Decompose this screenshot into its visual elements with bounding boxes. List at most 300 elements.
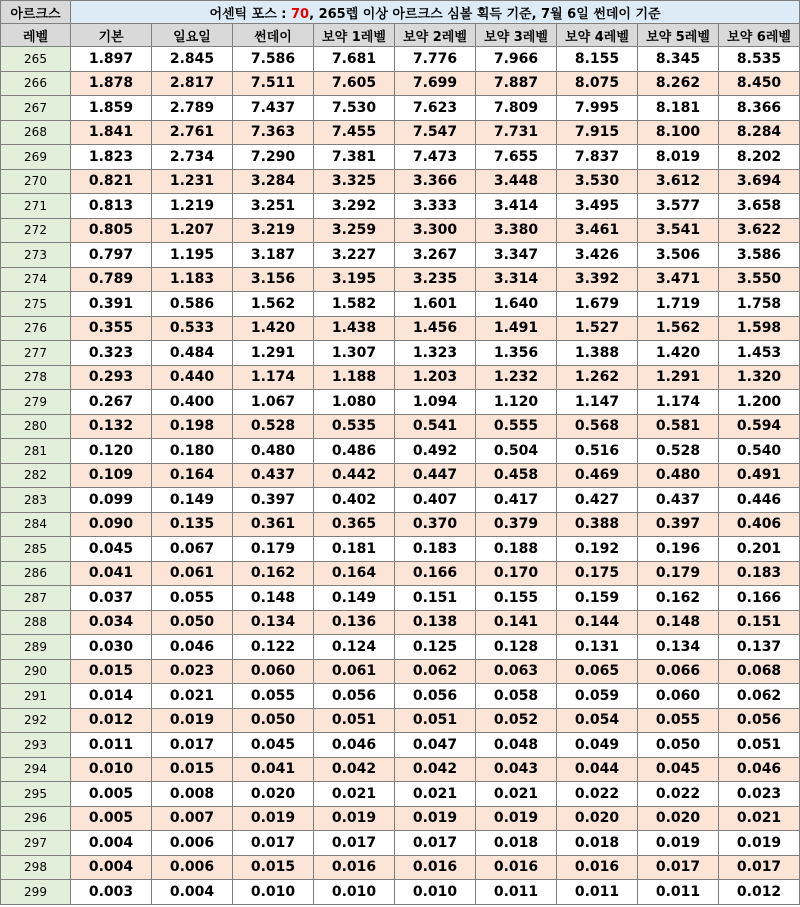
value-cell: 0.019 <box>476 806 557 831</box>
value-cell: 0.050 <box>233 708 314 733</box>
value-cell: 3.530 <box>557 169 638 194</box>
value-cell: 3.251 <box>233 194 314 219</box>
value-cell: 0.011 <box>638 880 719 905</box>
value-cell: 7.837 <box>557 145 638 170</box>
value-cell: 0.030 <box>71 635 152 660</box>
value-cell: 0.442 <box>314 463 395 488</box>
value-cell: 0.015 <box>71 659 152 684</box>
value-cell: 0.017 <box>638 855 719 880</box>
table-row <box>1 292 800 317</box>
value-cell: 0.017 <box>233 831 314 856</box>
value-cell: 0.062 <box>719 684 800 709</box>
level-cell: 276 <box>1 316 71 341</box>
value-cell: 1.388 <box>557 341 638 366</box>
value-cell: 0.016 <box>476 855 557 880</box>
value-cell: 0.388 <box>557 512 638 537</box>
value-cell: 3.347 <box>476 243 557 268</box>
value-cell: 3.333 <box>395 194 476 219</box>
value-cell: 1.200 <box>719 390 800 415</box>
value-cell: 7.731 <box>476 120 557 145</box>
value-cell: 0.016 <box>395 855 476 880</box>
value-cell: 0.417 <box>476 488 557 513</box>
value-cell: 0.555 <box>476 414 557 439</box>
value-cell: 0.017 <box>395 831 476 856</box>
value-cell: 1.231 <box>152 169 233 194</box>
table-row <box>1 782 800 807</box>
value-cell: 2.845 <box>152 47 233 72</box>
level-cell: 273 <box>1 243 71 268</box>
table-row <box>1 684 800 709</box>
table-row <box>1 218 800 243</box>
value-cell: 0.134 <box>233 610 314 635</box>
value-cell: 0.061 <box>152 561 233 586</box>
table-title <box>71 1 800 24</box>
value-cell: 0.019 <box>395 806 476 831</box>
value-cell: 0.019 <box>314 806 395 831</box>
table-row <box>1 47 800 72</box>
value-cell: 3.284 <box>233 169 314 194</box>
value-cell: 2.761 <box>152 120 233 145</box>
value-cell: 0.365 <box>314 512 395 537</box>
value-cell: 1.147 <box>557 390 638 415</box>
value-cell: 0.050 <box>152 610 233 635</box>
level-cell: 275 <box>1 292 71 317</box>
value-cell: 0.058 <box>476 684 557 709</box>
value-cell: 7.623 <box>395 96 476 121</box>
column-header: 보약 6레벨 <box>719 24 800 47</box>
value-cell: 0.051 <box>395 708 476 733</box>
level-cell: 293 <box>1 733 71 758</box>
value-cell: 0.046 <box>152 635 233 660</box>
column-header: 일요일 <box>152 24 233 47</box>
value-cell: 0.813 <box>71 194 152 219</box>
value-cell: 0.011 <box>557 880 638 905</box>
value-cell: 0.054 <box>557 708 638 733</box>
table-row <box>1 855 800 880</box>
value-cell: 0.044 <box>557 757 638 782</box>
force-value: 70 <box>291 6 310 22</box>
value-cell: 0.020 <box>233 782 314 807</box>
value-cell: 0.198 <box>152 414 233 439</box>
value-cell: 0.056 <box>395 684 476 709</box>
value-cell: 1.203 <box>395 365 476 390</box>
value-cell: 0.061 <box>314 659 395 684</box>
value-cell: 3.300 <box>395 218 476 243</box>
value-cell: 0.516 <box>557 439 638 464</box>
value-cell: 0.010 <box>314 880 395 905</box>
value-cell: 3.227 <box>314 243 395 268</box>
value-cell: 0.586 <box>152 292 233 317</box>
value-cell: 1.438 <box>314 316 395 341</box>
value-cell: 0.528 <box>638 439 719 464</box>
value-cell: 3.366 <box>395 169 476 194</box>
value-cell: 0.151 <box>719 610 800 635</box>
value-cell: 0.047 <box>395 733 476 758</box>
value-cell: 0.480 <box>638 463 719 488</box>
value-cell: 3.292 <box>314 194 395 219</box>
table-row <box>1 586 800 611</box>
value-cell: 0.019 <box>152 708 233 733</box>
value-cell: 0.170 <box>476 561 557 586</box>
value-cell: 0.003 <box>71 880 152 905</box>
value-cell: 2.789 <box>152 96 233 121</box>
value-cell: 8.181 <box>638 96 719 121</box>
value-cell: 3.426 <box>557 243 638 268</box>
value-cell: 0.051 <box>314 708 395 733</box>
value-cell: 0.797 <box>71 243 152 268</box>
table-row <box>1 365 800 390</box>
value-cell: 0.007 <box>152 806 233 831</box>
value-cell: 0.124 <box>314 635 395 660</box>
level-cell: 287 <box>1 586 71 611</box>
table-row <box>1 316 800 341</box>
value-cell: 0.541 <box>395 414 476 439</box>
value-cell: 0.528 <box>233 414 314 439</box>
value-cell: 0.060 <box>638 684 719 709</box>
value-cell: 0.011 <box>476 880 557 905</box>
value-cell: 0.008 <box>152 782 233 807</box>
value-cell: 0.138 <box>395 610 476 635</box>
value-cell: 0.458 <box>476 463 557 488</box>
level-cell: 279 <box>1 390 71 415</box>
value-cell: 0.179 <box>233 537 314 562</box>
level-cell: 281 <box>1 439 71 464</box>
value-cell: 0.068 <box>719 659 800 684</box>
table-row <box>1 243 800 268</box>
value-cell: 8.284 <box>719 120 800 145</box>
value-cell: 7.586 <box>233 47 314 72</box>
value-cell: 3.219 <box>233 218 314 243</box>
value-cell: 0.594 <box>719 414 800 439</box>
value-cell: 0.055 <box>233 684 314 709</box>
value-cell: 0.183 <box>719 561 800 586</box>
value-cell: 1.262 <box>557 365 638 390</box>
value-cell: 1.491 <box>476 316 557 341</box>
value-cell: 0.041 <box>233 757 314 782</box>
value-cell: 3.267 <box>395 243 476 268</box>
value-cell: 0.005 <box>71 806 152 831</box>
value-cell: 0.361 <box>233 512 314 537</box>
table-row <box>1 512 800 537</box>
level-cell: 295 <box>1 782 71 807</box>
value-cell: 1.601 <box>395 292 476 317</box>
value-cell: 0.018 <box>476 831 557 856</box>
value-cell: 0.006 <box>152 831 233 856</box>
value-cell: 0.533 <box>152 316 233 341</box>
value-cell: 0.406 <box>719 512 800 537</box>
table-row <box>1 635 800 660</box>
level-cell: 297 <box>1 831 71 856</box>
value-cell: 1.841 <box>71 120 152 145</box>
value-cell: 0.046 <box>719 757 800 782</box>
value-cell: 3.471 <box>638 267 719 292</box>
value-cell: 1.183 <box>152 267 233 292</box>
table-row <box>1 708 800 733</box>
level-cell: 299 <box>1 880 71 905</box>
table-row <box>1 267 800 292</box>
value-cell: 3.414 <box>476 194 557 219</box>
value-cell: 0.020 <box>557 806 638 831</box>
table-row <box>1 488 800 513</box>
value-cell: 0.379 <box>476 512 557 537</box>
value-cell: 0.045 <box>638 757 719 782</box>
value-cell: 0.066 <box>638 659 719 684</box>
table-row <box>1 194 800 219</box>
value-cell: 0.055 <box>152 586 233 611</box>
level-cell: 292 <box>1 708 71 733</box>
value-cell: 0.136 <box>314 610 395 635</box>
value-cell: 0.023 <box>152 659 233 684</box>
value-cell: 1.195 <box>152 243 233 268</box>
column-header: 보약 3레벨 <box>476 24 557 47</box>
level-cell: 298 <box>1 855 71 880</box>
value-cell: 1.174 <box>233 365 314 390</box>
value-cell: 0.037 <box>71 586 152 611</box>
value-cell: 1.878 <box>71 71 152 96</box>
value-cell: 0.437 <box>638 488 719 513</box>
table-row <box>1 537 800 562</box>
value-cell: 0.267 <box>71 390 152 415</box>
value-cell: 1.207 <box>152 218 233 243</box>
value-cell: 3.612 <box>638 169 719 194</box>
value-cell: 0.046 <box>314 733 395 758</box>
value-cell: 3.586 <box>719 243 800 268</box>
level-cell: 282 <box>1 463 71 488</box>
value-cell: 0.402 <box>314 488 395 513</box>
column-header: 보약 5레벨 <box>638 24 719 47</box>
value-cell: 8.535 <box>719 47 800 72</box>
value-cell: 3.577 <box>638 194 719 219</box>
value-cell: 7.547 <box>395 120 476 145</box>
value-cell: 2.817 <box>152 71 233 96</box>
value-cell: 8.155 <box>557 47 638 72</box>
value-cell: 0.043 <box>476 757 557 782</box>
value-cell: 3.195 <box>314 267 395 292</box>
table-row <box>1 757 800 782</box>
level-cell: 267 <box>1 96 71 121</box>
value-cell: 7.511 <box>233 71 314 96</box>
title-row <box>1 1 800 24</box>
value-cell: 1.320 <box>719 365 800 390</box>
value-cell: 0.016 <box>314 855 395 880</box>
value-cell: 0.059 <box>557 684 638 709</box>
value-cell: 0.018 <box>557 831 638 856</box>
value-cell: 0.062 <box>395 659 476 684</box>
level-cell: 283 <box>1 488 71 513</box>
value-cell: 0.175 <box>557 561 638 586</box>
value-cell: 0.109 <box>71 463 152 488</box>
value-cell: 1.094 <box>395 390 476 415</box>
value-cell: 0.192 <box>557 537 638 562</box>
value-cell: 0.056 <box>719 708 800 733</box>
value-cell: 0.052 <box>476 708 557 733</box>
value-cell: 0.045 <box>233 733 314 758</box>
value-cell: 0.397 <box>638 512 719 537</box>
column-header: 기본 <box>71 24 152 47</box>
value-cell: 0.045 <box>71 537 152 562</box>
value-cell: 3.541 <box>638 218 719 243</box>
value-cell: 0.162 <box>233 561 314 586</box>
level-cell: 289 <box>1 635 71 660</box>
value-cell: 1.291 <box>233 341 314 366</box>
value-cell: 0.056 <box>314 684 395 709</box>
value-cell: 0.128 <box>476 635 557 660</box>
value-cell: 0.155 <box>476 586 557 611</box>
value-cell: 3.461 <box>557 218 638 243</box>
value-cell: 1.219 <box>152 194 233 219</box>
column-header: 보약 1레벨 <box>314 24 395 47</box>
value-cell: 1.420 <box>233 316 314 341</box>
value-cell: 1.120 <box>476 390 557 415</box>
value-cell: 0.021 <box>152 684 233 709</box>
value-cell: 8.262 <box>638 71 719 96</box>
value-cell: 3.506 <box>638 243 719 268</box>
value-cell: 0.065 <box>557 659 638 684</box>
value-cell: 0.006 <box>152 855 233 880</box>
value-cell: 0.021 <box>314 782 395 807</box>
value-cell: 0.486 <box>314 439 395 464</box>
value-cell: 1.582 <box>314 292 395 317</box>
value-cell: 0.391 <box>71 292 152 317</box>
value-cell: 0.504 <box>476 439 557 464</box>
value-cell: 1.527 <box>557 316 638 341</box>
title-suffix: , 265렙 이상 아르크스 심볼 획득 기준, 7월 6일 썬데이 기준 <box>309 6 661 22</box>
value-cell: 1.719 <box>638 292 719 317</box>
level-cell: 265 <box>1 47 71 72</box>
value-cell: 0.019 <box>719 831 800 856</box>
value-cell: 0.019 <box>638 831 719 856</box>
value-cell: 0.132 <box>71 414 152 439</box>
value-cell: 1.859 <box>71 96 152 121</box>
value-cell: 8.450 <box>719 71 800 96</box>
value-cell: 0.067 <box>152 537 233 562</box>
value-cell: 0.090 <box>71 512 152 537</box>
value-cell: 1.679 <box>557 292 638 317</box>
value-cell: 1.562 <box>638 316 719 341</box>
value-cell: 0.151 <box>395 586 476 611</box>
value-cell: 0.805 <box>71 218 152 243</box>
table-row <box>1 390 800 415</box>
value-cell: 0.048 <box>476 733 557 758</box>
value-cell: 0.188 <box>476 537 557 562</box>
value-cell: 7.995 <box>557 96 638 121</box>
level-cell: 277 <box>1 341 71 366</box>
table-row <box>1 733 800 758</box>
value-cell: 0.581 <box>638 414 719 439</box>
value-cell: 0.164 <box>314 561 395 586</box>
value-cell: 0.010 <box>71 757 152 782</box>
value-cell: 0.051 <box>719 733 800 758</box>
value-cell: 0.010 <box>395 880 476 905</box>
table-row <box>1 806 800 831</box>
value-cell: 0.042 <box>314 757 395 782</box>
value-cell: 0.060 <box>233 659 314 684</box>
value-cell: 1.453 <box>719 341 800 366</box>
value-cell: 0.017 <box>314 831 395 856</box>
value-cell: 0.023 <box>719 782 800 807</box>
value-cell: 0.397 <box>233 488 314 513</box>
value-cell: 1.067 <box>233 390 314 415</box>
value-cell: 0.480 <box>233 439 314 464</box>
value-cell: 7.437 <box>233 96 314 121</box>
value-cell: 7.887 <box>476 71 557 96</box>
table-row <box>1 880 800 905</box>
header-row <box>1 24 800 47</box>
value-cell: 0.022 <box>638 782 719 807</box>
value-cell: 0.131 <box>557 635 638 660</box>
value-cell: 0.055 <box>638 708 719 733</box>
value-cell: 3.550 <box>719 267 800 292</box>
value-cell: 0.535 <box>314 414 395 439</box>
value-cell: 7.290 <box>233 145 314 170</box>
value-cell: 1.356 <box>476 341 557 366</box>
value-cell: 3.156 <box>233 267 314 292</box>
value-cell: 0.049 <box>557 733 638 758</box>
value-cell: 0.149 <box>314 586 395 611</box>
title-prefix: 어센틱 포스 : <box>209 6 292 22</box>
value-cell: 8.100 <box>638 120 719 145</box>
value-cell: 0.014 <box>71 684 152 709</box>
value-cell: 0.019 <box>233 806 314 831</box>
value-cell: 3.495 <box>557 194 638 219</box>
value-cell: 3.392 <box>557 267 638 292</box>
value-cell: 0.821 <box>71 169 152 194</box>
value-cell: 0.293 <box>71 365 152 390</box>
value-cell: 7.776 <box>395 47 476 72</box>
value-cell: 1.456 <box>395 316 476 341</box>
level-cell: 284 <box>1 512 71 537</box>
value-cell: 0.492 <box>395 439 476 464</box>
value-cell: 3.325 <box>314 169 395 194</box>
value-cell: 0.181 <box>314 537 395 562</box>
value-cell: 0.122 <box>233 635 314 660</box>
value-cell: 0.021 <box>395 782 476 807</box>
value-cell: 0.004 <box>71 855 152 880</box>
level-cell: 272 <box>1 218 71 243</box>
value-cell: 7.699 <box>395 71 476 96</box>
value-cell: 7.455 <box>314 120 395 145</box>
value-cell: 3.259 <box>314 218 395 243</box>
level-cell: 266 <box>1 71 71 96</box>
value-cell: 0.440 <box>152 365 233 390</box>
table-row <box>1 96 800 121</box>
value-cell: 3.380 <box>476 218 557 243</box>
value-cell: 0.201 <box>719 537 800 562</box>
value-cell: 8.075 <box>557 71 638 96</box>
value-cell: 3.187 <box>233 243 314 268</box>
value-cell: 0.166 <box>719 586 800 611</box>
value-cell: 0.469 <box>557 463 638 488</box>
table-row <box>1 341 800 366</box>
value-cell: 7.363 <box>233 120 314 145</box>
value-cell: 0.196 <box>638 537 719 562</box>
level-cell: 278 <box>1 365 71 390</box>
value-cell: 0.050 <box>638 733 719 758</box>
level-cell: 294 <box>1 757 71 782</box>
value-cell: 0.159 <box>557 586 638 611</box>
value-cell: 1.420 <box>638 341 719 366</box>
table-row <box>1 120 800 145</box>
value-cell: 3.314 <box>476 267 557 292</box>
value-cell: 0.120 <box>71 439 152 464</box>
value-cell: 0.447 <box>395 463 476 488</box>
value-cell: 0.135 <box>152 512 233 537</box>
value-cell: 1.562 <box>233 292 314 317</box>
value-cell: 8.019 <box>638 145 719 170</box>
level-cell: 290 <box>1 659 71 684</box>
value-cell: 1.598 <box>719 316 800 341</box>
level-cell: 285 <box>1 537 71 562</box>
